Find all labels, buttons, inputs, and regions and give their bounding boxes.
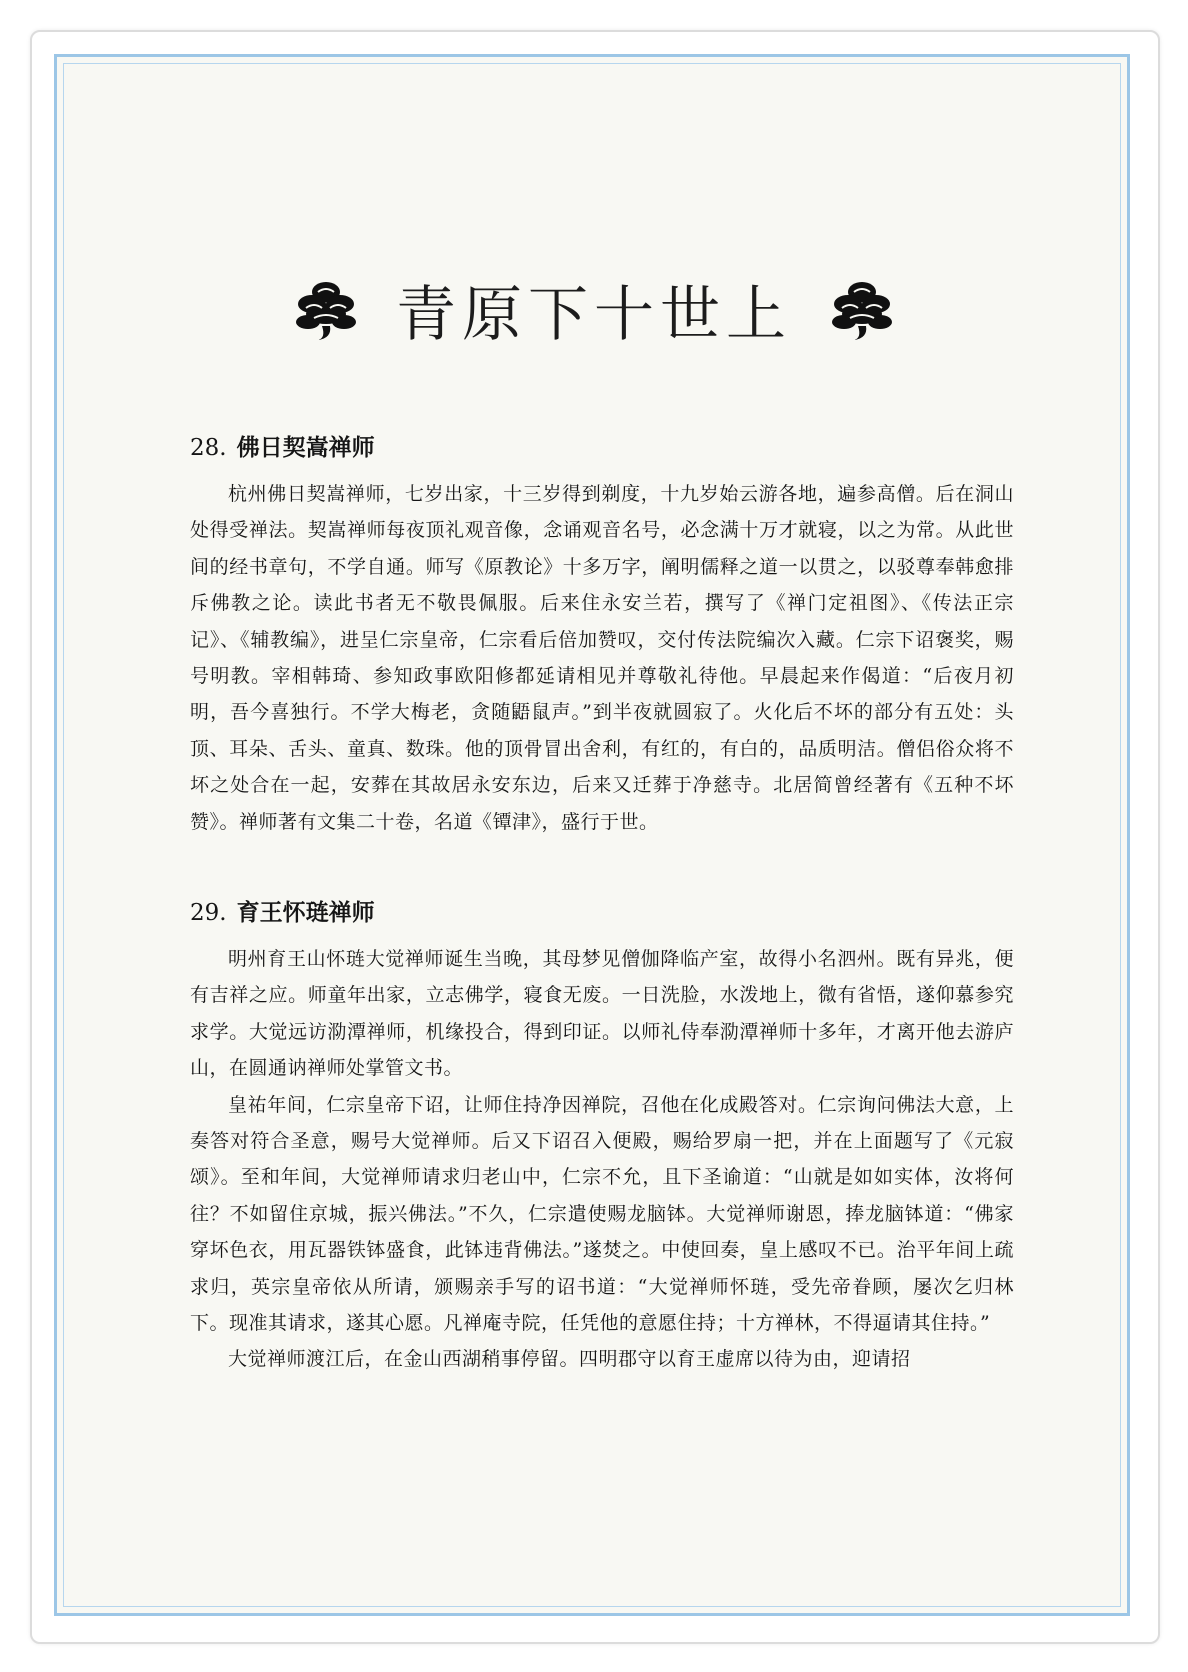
section-number: 29.	[190, 900, 227, 926]
section-heading	[190, 893, 1014, 933]
title-row	[0, 270, 1188, 350]
cloud-ornament-right-icon	[828, 278, 896, 342]
section-number: 28.	[190, 435, 227, 461]
section-heading-text: 佛日契嵩禅师	[236, 434, 375, 461]
section-paragraph: 明州育王山怀琏大觉禅师诞生当晚，其母梦见僧伽降临产室，故得小名泗州。既有异兆，便有吉祥之应。师童年出家，立志佛学，寝食无废。一日洗脸，水泼地上，微有省悟，遂仰慕参究求学。大觉远访泐潭禅师，机缘投合，得到印证。以师礼侍奉泐潭禅师十多年，才离开他去游庐山，在圆通讷禅师处掌管文书。	[190, 948, 1014, 1080]
section-heading	[190, 428, 1014, 468]
section-heading-text: 育王怀琏禅师	[236, 899, 375, 926]
spacer	[190, 468, 1014, 476]
cloud-ornament-left-icon	[292, 278, 360, 342]
section-paragraph: 杭州佛日契嵩禅师，七岁出家，十三岁得到剃度，十九岁始云游各地，遍参高僧。后在洞山处得受禅法。契嵩禅师每夜顶礼观音像，念诵观音名号，必念满十万才就寝，以之为常。从此世间的经书章句，不学自通。师写《原教论》十多万字，阐明儒释之道一以贯之，以驳尊奉韩愈排斥佛教之论。读此书者无不敬畏佩服。后来住永安兰若，撰写了《禅门定祖图》、《传法正宗记》、《辅教编》，进呈仁宗皇帝，仁宗看后倍加赞叹，交付传法院编次入藏。仁宗下诏褒奖，赐号明教。宰相韩琦、参知政事欧阳修都延请相见并尊敬礼待他。早晨起来作偈道：“后夜月初明，吾今喜独行。不学大梅老，贪随鼯鼠声。”到半夜就圆寂了。火化后不坏的部分有五处：头顶、耳朵、舌头、童真、数珠。他的顶骨冒出舍利，有红的，有白的，品质明洁。僧侣俗众将不坏之处合在一起，安葬在其故居永安东边，后来又迁葬于净慈寺。北居简曾经著有《五种不坏赞》。禅师著有文集二十卷，名道《镡津》，盛行于世。	[190, 483, 1014, 833]
page-title: 青原下十世上	[396, 280, 792, 350]
section-29	[190, 893, 1014, 1378]
spacer	[190, 933, 1014, 941]
section-paragraph: 皇祐年间，仁宗皇帝下诏，让师住持净因禅院，召他在化成殿答对。仁宗询问佛法大意，上奏答对符合圣意，赐号大觉禅师。后又下诏召入便殿，赐给罗扇一把，并在上面题写了《元寂颂》。至和年间，大觉禅师请求归老山中，仁宗不允，且下圣谕道：“山就是如如实体，汝将何往？不如留住京城，振兴佛法。”不久，仁宗遣使赐龙脑钵。大觉禅师谢恩，捧龙脑钵道：“佛家穿坏色衣，用瓦器铁钵盛食，此钵违背佛法。”遂焚之。中使回奏，皇上感叹不已。治平年间上疏求归，英宗皇帝依从所请，颁赐亲手写的诏书道：“大觉禅师怀琏，受先帝眷顾，屡次乞归林下。现准其请求，遂其心愿。凡禅庵寺院，任凭他的意愿住持；十方禅林，不得逼请其住持。”	[190, 1093, 1014, 1335]
section-paragraph: 大觉禅师渡江后，在金山西湖稍事停留。四明郡守以育王虚席以待为由，迎请招	[228, 1348, 911, 1371]
section-28	[190, 428, 1014, 840]
